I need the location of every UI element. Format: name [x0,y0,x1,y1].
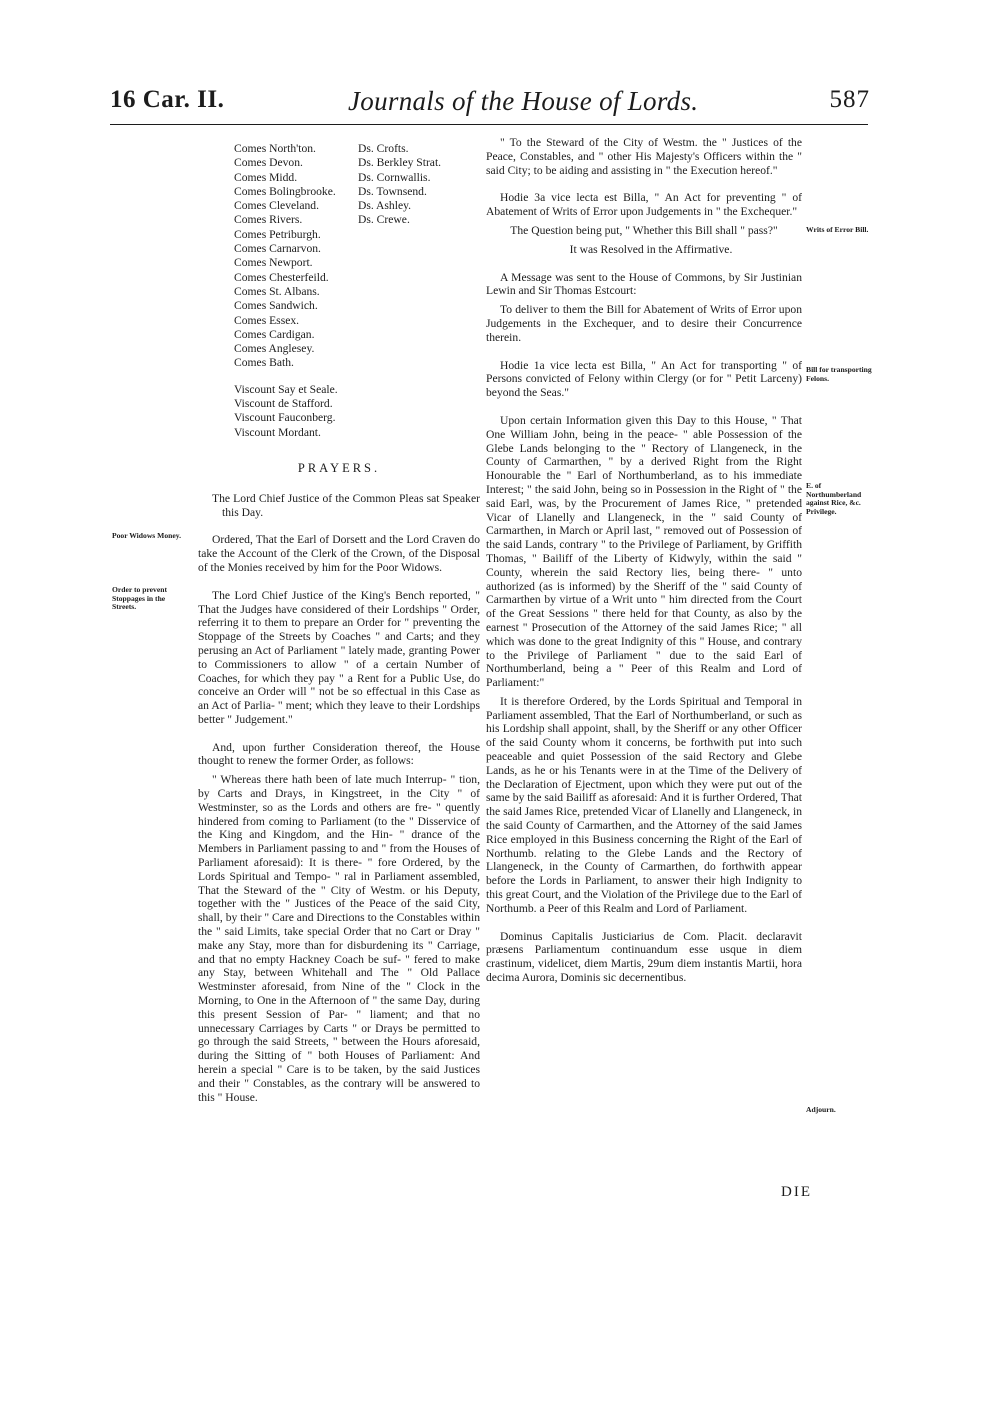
roll-entry: Comes Rivers. [234,213,303,227]
roll-entry: Comes Devon. [234,156,303,170]
roll-entry: Ds. Berkley Strat. [358,156,442,170]
running-header [110,86,870,126]
margin-note-poor-widows: Poor Widows Money. [112,531,181,540]
roll-entry: Comes Carnarvon. [234,242,321,256]
prayers-heading: PRAYERS. [297,460,381,475]
roll-entry: Viscount Mordant. [234,425,321,439]
roll-entry: Ds. Ashley. [358,199,412,213]
right-column [486,136,802,990]
roll-entry: Comes Newport. [234,256,313,270]
roll-entry: Ds. Crofts. [358,142,409,155]
northumberland-information: Upon certain Information given this Day to this House, " That One William John, being in the peace- " able Possession of the Glebe Lands belonging to the " Rectory of Llangeneck, in the County of Carmarthen, " by a derived Right from the Right Honourable the " Earl of Northumberland, as to his immediate Interest; " the said John, being so in Possession in the Right of " the said Earl, was, by the Procurement of James Rice, " pretended Vicar of Llanelly and Llangeneck, in the " said County of Carmarthen, in March or April last, " removed out of Possession of the said Lands, contrary " to the Privilege of Parliament, by Griffith Thomas, " Bailiff of the Liberty of Kidwyly, within the said " County, wherein the said Rectory lies, being there- " unto authorized (as is informed) by the Sheriff of the " said County of Carmarthen by virtue of a Writ unto " him directed from the Court of the Great Sessions " there held for that County, as also by the earnest " Prosecution of the Attorney of the said James Rice; " all which was done to the great Indignity of this " House, and contrary to the Privilege of Parliament " due to the said Earl of Northumberland, being a " Peer of this Realm and Lord of Parliament:" [486,413,802,690]
catchword: DIE [781,1184,812,1200]
streets-order-text: " Whereas there hath been of late much Interrup- " tion, by Carts and Drays, in Kingstreet, in the City " of Westminster, so as the Lords and others are fre- " quently hindered from coming to Parliament (to the " Disservice of the King and Kingdom, and the Hin- " drance of the Members in Parliament passing to and " from the Houses of Parliament aforesaid): It is there- " fore Ordered, by the Lords Spiritual and Tempo- " ral in Parliament assembled, That the Steward of the " City of Westm. or his Deputy, together with the " Justices of the Peace of the said City, shall, by their " Care and Directions to the Constables within the " said Limits, take special Order that no Cart or Dray " make any Stay, more than for disburdening its " Carriage, and that no empty Hackney Coach be suf- " fered to make any Stay, between Whitehall and The " Old Pallace Westminster aforesaid, from Nine of the " Clock in the Morning, to One in the Afternoon of " the same Day, during this present Session of Par- " liament; and that no unnecessary Carriages by Carts " or Drays be permitted to go through the said Streets, " between the Hours aforesaid, during the Sitting of " both Houses of Parliament: And herein a special " Care is to be taken, by the said Justices and their " Constables, as the contrary will be answered to this " House. [198,773,480,1104]
roll-entry: Comes Sandwich. [234,299,318,313]
judges-report: The Lord Chief Justice of the King's Bench reported, " That the Judges have considered of their Lordships " Order, referring it to them to prepare an Order for " preventing the Stoppage of the Streets by Coaches " and Carts; and they perusing an Act of Parliament " lately made, granting Power to Commissioners to allow " of a certain Number of Coaches, for which they pay " a Rent for a Public Use, do conceive an Order will " not be so effectual in this Case as an Act of Parlia- " ment; which they leave to their Lordships better " Judgement." [198,588,480,726]
writs-bill-reading: Hodie 3a vice lecta est Billa, " An Act for preventing " of Abatement of Writs of Error upon Judgements in " the Exchequer." [486,191,802,219]
margin-note-northumberland: E. of Northumberland against Rice, &c. Privilege. [806,481,862,516]
roll-entry: Comes Anglesey. [234,342,315,356]
roll-entry: Viscount de Stafford. [234,397,333,411]
message-to-commons: A Message was sent to the House of Commons, by Sir Justinian Lewin and Sir Thomas Estcourt: [486,270,802,298]
felons-bill-reading: Hodie 1a vice lecta est Billa, " An Act for transporting " of Persons convicted of Felony within Clergy (or for " Petit Larceny) beyond the Seas." [486,358,802,400]
adjournment: Dominus Capitalis Justiciarius de Com. Placit. declaravit præsens Parliamentum continuandum esse usque in diem crastinum, videlicet, diem Martis, 29um diem instantis Martii, hora decima Aurora, Dominis sic decernentibus. [486,929,802,985]
page-number: 587 [829,86,870,113]
roll-entry: Comes North'ton. [234,142,316,155]
roll-entry: Ds. Crewe. [358,213,410,227]
roll-entry: Comes Cleveland. [234,199,320,213]
header-rule [110,124,868,125]
message-purpose: To deliver to them the Bill for Abatement of Writs of Error upon Judgements in the Exchequer, and to desire their Concurrence therein. [486,303,802,344]
roll-entry: Comes Bolingbrooke. [234,184,336,198]
margin-note-writs: Writs of Error Bill. [806,225,869,234]
roll-entry: Viscount Say et Seale. [234,382,338,396]
roll-entry: Viscount Fauconberg. [234,411,336,425]
steward-address: " To the Steward of the City of Westm. the " Justices of the Peace, Constables, and " other His Majesty's Officers within the " said City; to be aiding and assisting in " the Execution hereof." [486,136,802,177]
speaker-entry: The Lord Chief Justice of the Common Pleas sat Speaker this Day. [212,491,480,519]
attendance-roll [198,142,480,371]
poor-widows-order: Ordered, That the Earl of Dorsett and the Lord Craven do take the Account of the Clerk of the Crown, of the Disposal of the Monies received by him for the Poor Widows. [198,533,480,574]
journal-title: Journals of the House of Lords. [348,86,699,116]
margin-note-stoppages: Order to prevent Stoppages in the Streets. [112,585,167,612]
renew-order-intro: And, upon further Consideration thereof, the House thought to renew the former Order, as follows: [198,740,480,768]
roll-entry: Comes Essex. [234,313,300,327]
northumberland-order: It is therefore Ordered, by the Lords Spiritual and Temporal in Parliament assembled, That the Earl of Northumberland, or such as his Lordship shall appoint, shall, by the Sheriff or any other Officer of the said County whom it concerns, be forthwith put into such peaceable and quiet Possession of the said Rectory and Glebe Lands, as he or his Tenants were in at the Time of the Delivery of the Declaration of Ejectment, upon which they were put out of the same by the said Bailiff as aforesaid: And it is further Ordered, That the said James Rice, pretended Vicar of Llanelly and Llangeneck, in the said County of Carmarthen, and the Attorney of the said James Rice employed in this Business concerning the Right of the Earl of Northumb. relating to the Glebe Lands and the Rectory of Llangeneck, in the County of Carmarthen, do forthwith appear before the Lords in Parliament, to answer their high Indignity to this great Court, and the Violation of the Privilege due to the Earl of Northumb. a Peer of this Realm and Lord of Parliament. [486,694,802,915]
margin-note-felons: Bill for transporting Felons. [806,365,872,383]
resolution: It was Resolved in the Affirmative. [569,242,733,256]
roll-entry: Ds. Townsend. [358,184,427,198]
roll-entry: Comes St. Albans. [234,284,320,298]
regnal-year: 16 Car. II. [110,86,225,113]
question-put: The Question being put, " Whether this Bill shall " pass?" [510,223,778,237]
roll-entry: Comes Cardigan. [234,327,315,341]
roll-earls [198,142,358,371]
roll-entry: Comes Petriburgh. [234,227,321,241]
roll-entry: Comes Bath. [234,356,294,370]
roll-viscounts [198,383,480,440]
roll-entry: Ds. Cornwallis. [358,170,431,184]
roll-entry: Comes Midd. [234,170,298,184]
roll-entry: Comes Chesterfeild. [234,270,329,284]
margin-note-adjourn: Adjourn. [806,1105,836,1114]
roll-barons [358,142,458,371]
left-column [198,142,480,1109]
